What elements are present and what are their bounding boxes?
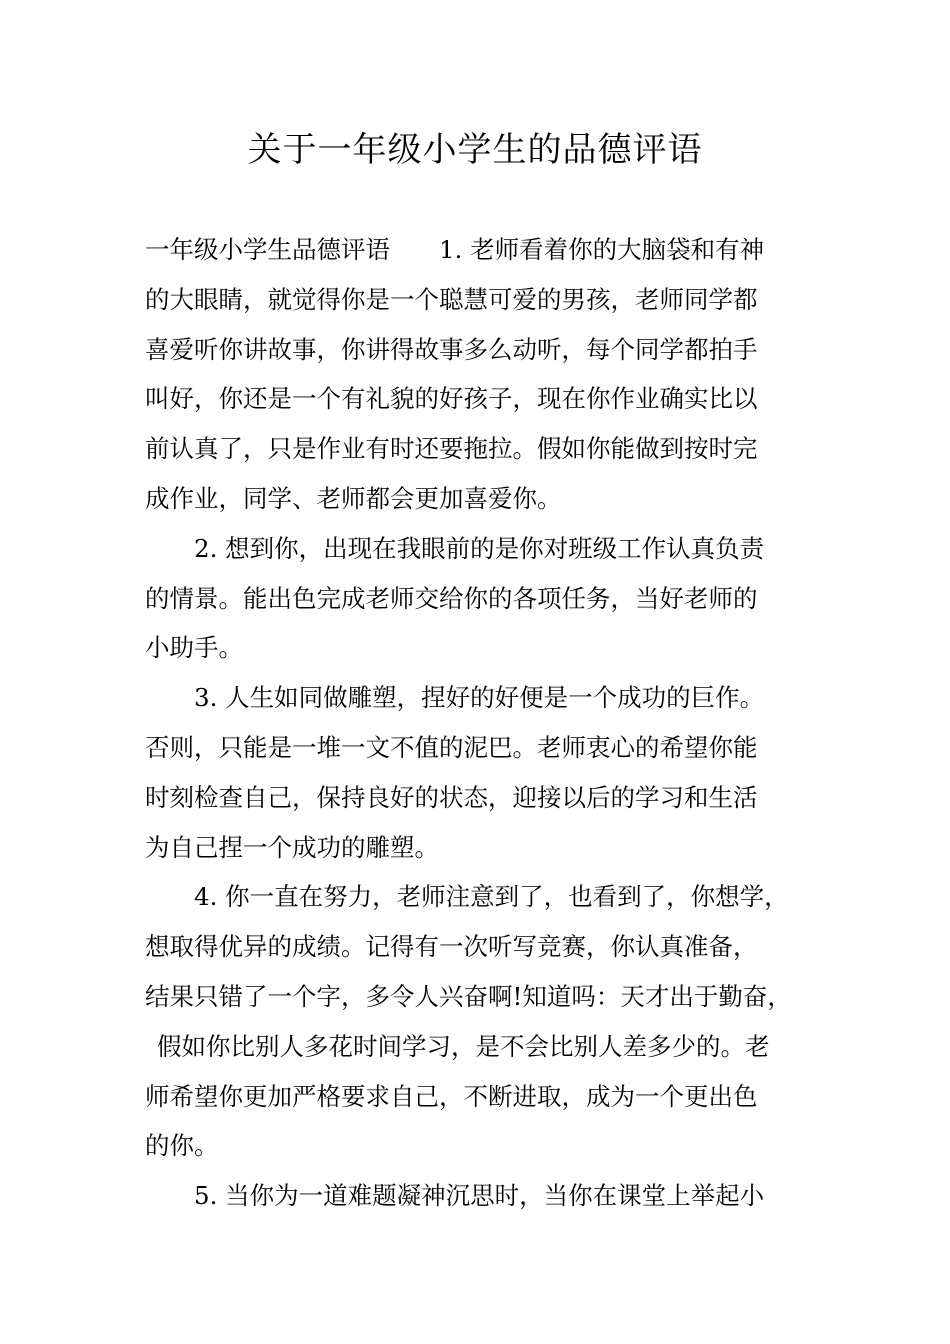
text-line: 小助手。	[145, 633, 243, 663]
text-line: 喜爱听你讲故事，你讲得故事多么动听，每个同学都拍手	[145, 334, 758, 364]
text-line: 时刻检查自己，保持良好的状态，迎接以后的学习和生活	[145, 782, 758, 812]
paragraph-start-line: 5. 当你为一道难题凝神沉思时，当你在课堂上举起小	[194, 1181, 765, 1211]
text-line: 的情景。能出色完成老师交给你的各项任务，当好老师的	[145, 583, 758, 613]
paragraph-start-line: 2. 想到你，出现在我眼前的是你对班级工作认真负责	[194, 533, 765, 563]
text-line: 成作业，同学、老师都会更加喜爱你。	[145, 483, 562, 513]
text-line: 叫好，你还是一个有礼貌的好孩子，现在你作业确实比以	[145, 384, 758, 414]
text-line: 为自己捏一个成功的雕塑。	[145, 832, 439, 862]
text-line: 的大眼睛，就觉得你是一个聪慧可爱的男孩，老师同学都	[145, 284, 758, 314]
text-line: 假如你比别人多花时间学习，是不会比别人差多少的。老	[157, 1031, 770, 1061]
text-line: 想取得优异的成绩。记得有一次听写竞赛，你认真准备，	[145, 932, 758, 962]
text-line: 的你。	[145, 1131, 219, 1161]
text-line: 一年级小学生品德评语 1. 老师看着你的大脑袋和有神	[145, 235, 765, 264]
text-line: 否则，只能是一堆一文不值的泥巴。老师衷心的希望你能	[145, 732, 758, 762]
document-title: 关于一年级小学生的品德评语	[247, 130, 703, 170]
text-line: 结果只错了一个字，多令人兴奋啊!知道吗：天才出于勤奋，	[145, 981, 792, 1011]
document-body	[145, 225, 810, 1221]
paragraph-start-line: 4. 你一直在努力，老师注意到了，也看到了，你想学，	[194, 882, 789, 912]
text-line: 前认真了，只是作业有时还要拖拉。假如你能做到按时完	[145, 434, 758, 464]
paragraph-start-line: 3. 人生如同做雕塑，捏好的好便是一个成功的巨作。	[194, 683, 765, 713]
text-line: 师希望你更加严格要求自己，不断进取，成为一个更出色	[145, 1081, 758, 1111]
